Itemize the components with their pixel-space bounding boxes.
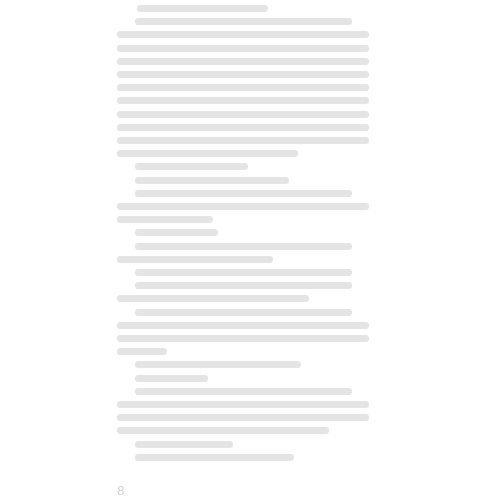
text-line (135, 454, 294, 461)
text-line (117, 137, 369, 144)
text-line (117, 216, 213, 223)
text-line (117, 150, 298, 157)
text-line (117, 203, 369, 210)
text-line (135, 269, 352, 276)
text-line (117, 84, 369, 91)
text-line (117, 97, 369, 104)
text-line (117, 322, 369, 329)
text-line (135, 18, 352, 25)
text-line (117, 124, 369, 131)
text-line (117, 348, 167, 355)
text-line (117, 335, 369, 342)
text-line (137, 5, 268, 12)
body-text (117, 0, 369, 468)
text-line (117, 45, 369, 52)
text-line (135, 375, 208, 382)
text-line (135, 163, 248, 170)
text-line (117, 71, 369, 78)
text-line (117, 401, 369, 408)
text-line (135, 190, 352, 197)
text-line (135, 441, 233, 448)
text-line (117, 58, 369, 65)
text-line (117, 111, 369, 118)
text-line (135, 177, 289, 184)
text-line (135, 282, 352, 289)
text-line (135, 388, 352, 395)
text-line (117, 256, 273, 263)
text-line (117, 414, 369, 421)
text-line (117, 427, 329, 434)
text-line (117, 31, 369, 38)
text-line (135, 229, 218, 236)
text-line (135, 243, 352, 250)
page-number: 8 (117, 484, 125, 498)
text-line (135, 361, 301, 368)
text-line (117, 295, 309, 302)
text-line (135, 309, 352, 316)
